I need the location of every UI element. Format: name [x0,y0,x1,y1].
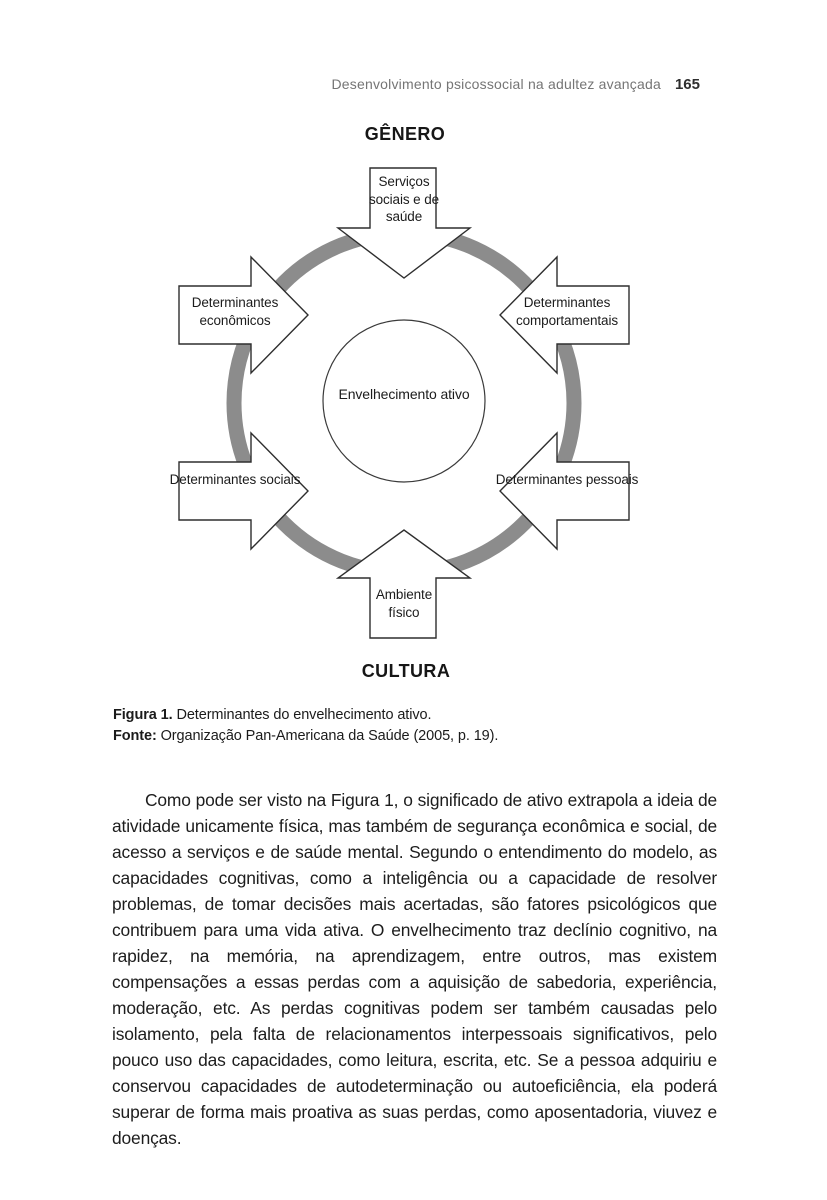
arrow-bottom [338,530,470,638]
caption-figure-line [113,705,498,726]
caption-figure-text: Determinantes do envelhecimento ativo. [172,707,432,723]
arrow-label-physical-environment: Ambiente físico [375,587,433,620]
caption-source-line [113,726,498,747]
center-label-active-aging: Envelhecimento ativo [338,386,470,402]
body-paragraph: Como pode ser visto na Figura 1, o significado de ativo extrapola a ideia de atividade unicamente física, mas também de segurança econômica e social, de acesso a serviços e de saúde mental. Segundo o entendimento do modelo, as capacidades cognitivas, como a inteligência ou a capacidade de resolver problemas, de tomar decisões mais acertadas, são fatores psicológicos que contribuem para uma vida ativa. O envelhecimento traz declínio cognitivo, na rapidez, na memória, na aprendizagem, entre outros, mas existem compensações a essas perdas com a aquisição de sabedoria, experiência, moderação, etc. As perdas cognitivas podem ser também causadas pelo isolamento, pela falta de relacionamentos interpessoais significativos, pelo pouco uso das capacidades, como leitura, escrita, etc. Se a pessoa adquiriu e conservou capacidades de autodeterminação ou autoeficiência, ela poderá superar de forma mais proativa as suas perdas, como aposentadoria, viuvez e doenças. [112,790,717,1148]
figure-caption [113,705,498,747]
arrow-label-social-determinants: Determinantes sociais [169,472,301,487]
culture-axis-label: CULTURA [361,661,451,681]
arrow-label-behavioral-determinants: Determinantes comportamentais [515,295,619,328]
gender-axis-label: GÊNERO [364,124,446,144]
page-number: 165 [674,76,700,93]
arrow-label-economic-determinants: Determinantes econômicos [191,295,279,328]
arrow-label-social-health-services: Serviços sociais e de saúde [368,174,440,224]
running-head-title: Desenvolvimento psicossocial na adultez avançada [331,76,661,92]
caption-source-text: Organização Pan-Americana da Saúde (2005, p. 19). [156,728,499,744]
arrow-label-personal-determinants: Determinantes pessoais [495,472,639,487]
caption-source-label: Fonte: [113,728,157,744]
caption-figure-label: Figura 1. [113,707,173,723]
